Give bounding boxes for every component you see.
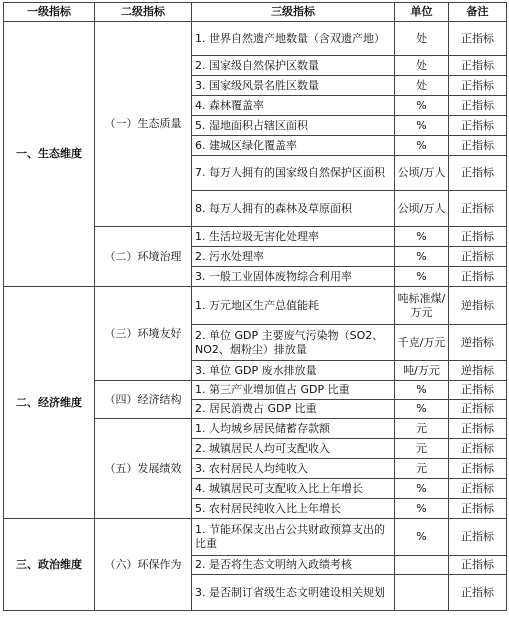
header-unit: 单位	[395, 3, 449, 22]
note-cell: 正指标	[449, 439, 507, 459]
note-cell: 逆指标	[449, 361, 507, 381]
indicator-cell: 3. 农村居民人均纯收入	[192, 459, 395, 479]
indicator-cell: 3. 单位 GDP 废水排放量	[192, 361, 395, 381]
unit-cell: %	[395, 519, 449, 556]
unit-cell: %	[395, 381, 449, 400]
unit-cell: %	[395, 400, 449, 419]
unit-cell: %	[395, 227, 449, 247]
indicator-cell: 1. 节能环保支出占公共财政预算支出的比重	[192, 519, 395, 556]
header-level1: 一级指标	[4, 3, 95, 22]
indicator-cell: 1. 世界自然遗产地数量（含双遗产地）	[192, 22, 395, 56]
note-cell: 正指标	[449, 22, 507, 56]
level1-cell: 三、政治维度	[4, 519, 95, 611]
unit-cell: 公顷/万人	[395, 156, 449, 191]
unit-cell: %	[395, 479, 449, 499]
unit-cell: 元	[395, 439, 449, 459]
level2-cell: （六）环保作为	[95, 519, 192, 611]
header-level3: 三级指标	[192, 3, 395, 22]
table-row	[4, 22, 507, 56]
unit-cell: %	[395, 116, 449, 136]
note-cell: 逆指标	[449, 325, 507, 361]
unit-cell: %	[395, 136, 449, 156]
level1-cell: 二、经济维度	[4, 287, 95, 519]
indicator-cell: 3. 国家级风景名胜区数量	[192, 76, 395, 96]
level2-cell: （三）环境友好	[95, 287, 192, 381]
indicator-table	[3, 2, 507, 611]
unit-cell: %	[395, 267, 449, 287]
unit-cell: 千克/万元	[395, 325, 449, 361]
level2-cell: （二）环境治理	[95, 227, 192, 287]
indicator-cell: 1. 万元地区生产总值能耗	[192, 287, 395, 325]
indicator-cell: 4. 城镇居民可支配收入比上年增长	[192, 479, 395, 499]
indicator-table-wrapper	[3, 2, 507, 611]
table-row	[4, 519, 507, 556]
note-cell: 正指标	[449, 227, 507, 247]
indicator-cell: 1. 生活垃圾无害化处理率	[192, 227, 395, 247]
unit-cell: 吨/万元	[395, 361, 449, 381]
note-cell: 正指标	[449, 116, 507, 136]
unit-cell	[395, 575, 449, 611]
header-level2: 二级指标	[95, 3, 192, 22]
unit-cell: 吨标准煤/万元	[395, 287, 449, 325]
indicator-cell: 5. 湿地面积占辖区面积	[192, 116, 395, 136]
note-cell: 正指标	[449, 400, 507, 419]
note-cell: 正指标	[449, 419, 507, 439]
unit-cell: 处	[395, 76, 449, 96]
indicator-cell: 4. 森林覆盖率	[192, 96, 395, 116]
note-cell: 正指标	[449, 56, 507, 76]
indicator-cell: 2. 污水处理率	[192, 247, 395, 267]
unit-cell	[395, 556, 449, 575]
note-cell: 正指标	[449, 575, 507, 611]
indicator-cell: 2. 城镇居民人均可支配收入	[192, 439, 395, 459]
unit-cell: %	[395, 499, 449, 519]
note-cell: 正指标	[449, 519, 507, 556]
note-cell: 正指标	[449, 499, 507, 519]
indicator-cell: 2. 国家级自然保护区数量	[192, 56, 395, 76]
unit-cell: %	[395, 96, 449, 116]
indicator-cell: 2. 居民消费占 GDP 比重	[192, 400, 395, 419]
note-cell: 正指标	[449, 76, 507, 96]
unit-cell: 处	[395, 56, 449, 76]
indicator-cell: 3. 是否制订省级生态文明建设相关规划	[192, 575, 395, 611]
indicator-cell: 3. 一般工业固体废物综合利用率	[192, 267, 395, 287]
note-cell: 正指标	[449, 247, 507, 267]
indicator-cell: 7. 每万人拥有的国家级自然保护区面积	[192, 156, 395, 191]
note-cell: 正指标	[449, 459, 507, 479]
note-cell: 正指标	[449, 267, 507, 287]
unit-cell: 元	[395, 459, 449, 479]
header-note: 备注	[449, 3, 507, 22]
note-cell: 正指标	[449, 136, 507, 156]
level2-cell: （一）生态质量	[95, 22, 192, 227]
header-row	[4, 3, 507, 22]
note-cell: 正指标	[449, 156, 507, 191]
note-cell: 正指标	[449, 191, 507, 227]
note-cell: 正指标	[449, 96, 507, 116]
indicator-table-body	[4, 3, 507, 611]
indicator-cell: 2. 是否将生态文明纳入政绩考核	[192, 556, 395, 575]
note-cell: 正指标	[449, 381, 507, 400]
note-cell: 正指标	[449, 479, 507, 499]
indicator-cell: 2. 单位 GDP 主要废气污染物（SO2、NO2、烟粉尘）排放量	[192, 325, 395, 361]
level1-cell: 一、生态维度	[4, 22, 95, 287]
level2-cell: （五）发展绩效	[95, 419, 192, 519]
indicator-cell: 1. 第三产业增加值占 GDP 比重	[192, 381, 395, 400]
indicator-cell: 8. 每万人拥有的森林及草原面积	[192, 191, 395, 227]
unit-cell: 元	[395, 419, 449, 439]
unit-cell: 处	[395, 22, 449, 56]
indicator-cell: 5. 农村居民纯收入比上年增长	[192, 499, 395, 519]
level2-cell: （四）经济结构	[95, 381, 192, 419]
table-row	[4, 287, 507, 325]
indicator-cell: 6. 建城区绿化覆盖率	[192, 136, 395, 156]
indicator-cell: 1. 人均城乡居民储蓄存款额	[192, 419, 395, 439]
note-cell: 逆指标	[449, 287, 507, 325]
unit-cell: 公顷/万人	[395, 191, 449, 227]
unit-cell: %	[395, 247, 449, 267]
note-cell: 正指标	[449, 556, 507, 575]
